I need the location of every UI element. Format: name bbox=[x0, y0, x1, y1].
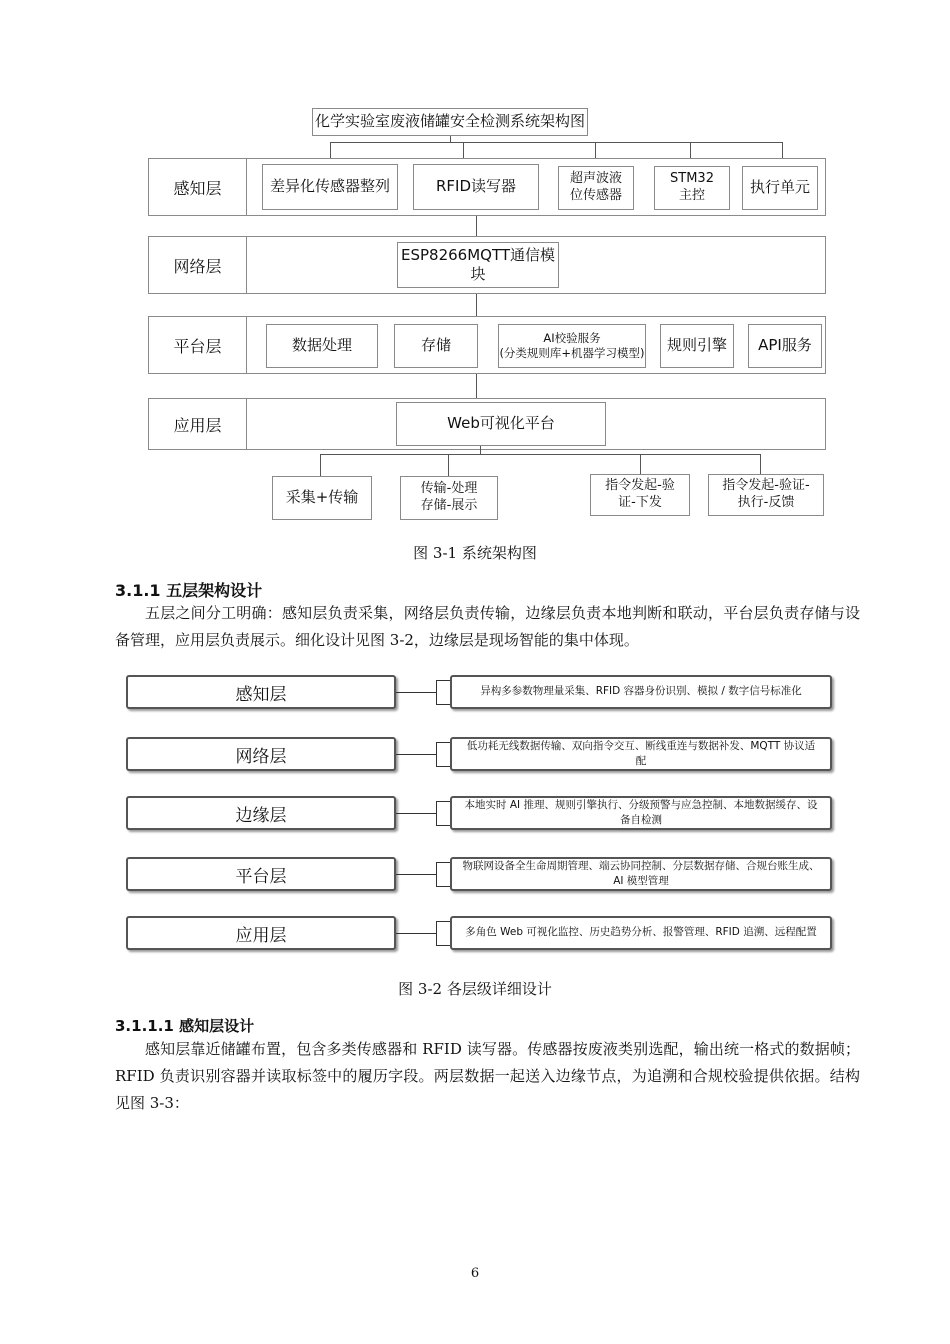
perception-sensor-array: 差异化传感器整列 bbox=[262, 164, 398, 210]
flow-transmit-process-store-display: 传输-处理 存储-展示 bbox=[400, 476, 498, 520]
detail-desc-platform: 物联网设备全生命周期管理、端云协同控制、分层数据存储、合规台账生成、AI 模型管理 bbox=[450, 857, 832, 891]
detail-layer-edge: 边缘层 bbox=[126, 796, 396, 830]
lane-label-platform: 平台层 bbox=[149, 317, 247, 373]
flow-command-verify-execute-feedback: 指令发起-验证- 执行-反馈 bbox=[708, 474, 824, 516]
platform-rule-engine: 规则引擎 bbox=[660, 324, 734, 368]
platform-api-service: API服务 bbox=[748, 324, 822, 368]
platform-storage: 存储 bbox=[394, 324, 478, 368]
application-web-platform: Web可视化平台 bbox=[396, 402, 606, 446]
detail-desc-network: 低功耗无线数据传输、双向指令交互、断线重连与数据补发、MQTT 协议适配 bbox=[450, 737, 832, 771]
detail-layer-network: 网络层 bbox=[126, 737, 396, 771]
flow-collect-transmit: 采集+传输 bbox=[272, 476, 372, 520]
section-heading-3-1-1: 3.1.1 五层架构设计 bbox=[115, 581, 263, 600]
flow-command-verify-issue: 指令发起-验 证-下发 bbox=[590, 474, 690, 516]
section-paragraph-3-1-1-1: 感知层靠近储罐布置，包含多类传感器和 RFID 读写器。传感器按废液类别选配，输出统一格式的数据帧；RFID 负责识别容器并读取标签中的履历字段。两层数据一起送入边缘节点，为追溯和合规校验提供依据。结构见图 3-3： bbox=[115, 1040, 860, 1112]
page-number: 6 bbox=[470, 1266, 480, 1281]
network-esp8266-module: ESP8266MQTT通信模块 bbox=[397, 242, 559, 288]
figure-caption-3-2: 图 3-2 各层级详细设计 bbox=[398, 980, 552, 998]
lane-label-perception: 感知层 bbox=[149, 159, 247, 215]
platform-data-processing: 数据处理 bbox=[266, 324, 378, 368]
lane-label-network: 网络层 bbox=[149, 237, 247, 293]
section-heading-3-1-1-1: 3.1.1.1 感知层设计 bbox=[115, 1017, 255, 1035]
figure-caption-3-1: 图 3-1 系统架构图 bbox=[413, 544, 537, 562]
perception-ultrasonic-sensor: 超声波液 位传感器 bbox=[558, 166, 634, 210]
diagram-title: 化学实验室废液储罐安全检测系统架构图 bbox=[312, 108, 588, 136]
detail-desc-edge: 本地实时 AI 推理、规则引擎执行、分级预警与应急控制、本地数据缓存、设备自检测 bbox=[450, 796, 832, 830]
platform-ai-verification: AI校验服务 (分类规则库+机器学习模型) bbox=[498, 324, 646, 368]
section-paragraph-3-1-1: 五层之间分工明确：感知层负责采集，网络层负责传输，边缘层负责本地判断和联动，平台层负责存储与设备管理，应用层负责展示。细化设计见图 3-2，边缘层是现场智能的集中体现。 bbox=[115, 604, 860, 649]
detail-desc-application: 多角色 Web 可视化监控、历史趋势分析、报警管理、RFID 追溯、远程配置 bbox=[450, 916, 832, 950]
perception-stm32: STM32 主控 bbox=[654, 166, 730, 210]
detail-layer-platform: 平台层 bbox=[126, 857, 396, 891]
perception-actuator: 执行单元 bbox=[742, 166, 818, 210]
detail-layer-application: 应用层 bbox=[126, 916, 396, 950]
detail-layer-perception: 感知层 bbox=[126, 675, 396, 709]
detail-desc-perception: 异构多参数物理量采集、RFID 容器身份识别、模拟 / 数字信号标准化 bbox=[450, 675, 832, 709]
perception-rfid-reader: RFID读写器 bbox=[413, 164, 539, 210]
lane-label-application: 应用层 bbox=[149, 399, 247, 449]
